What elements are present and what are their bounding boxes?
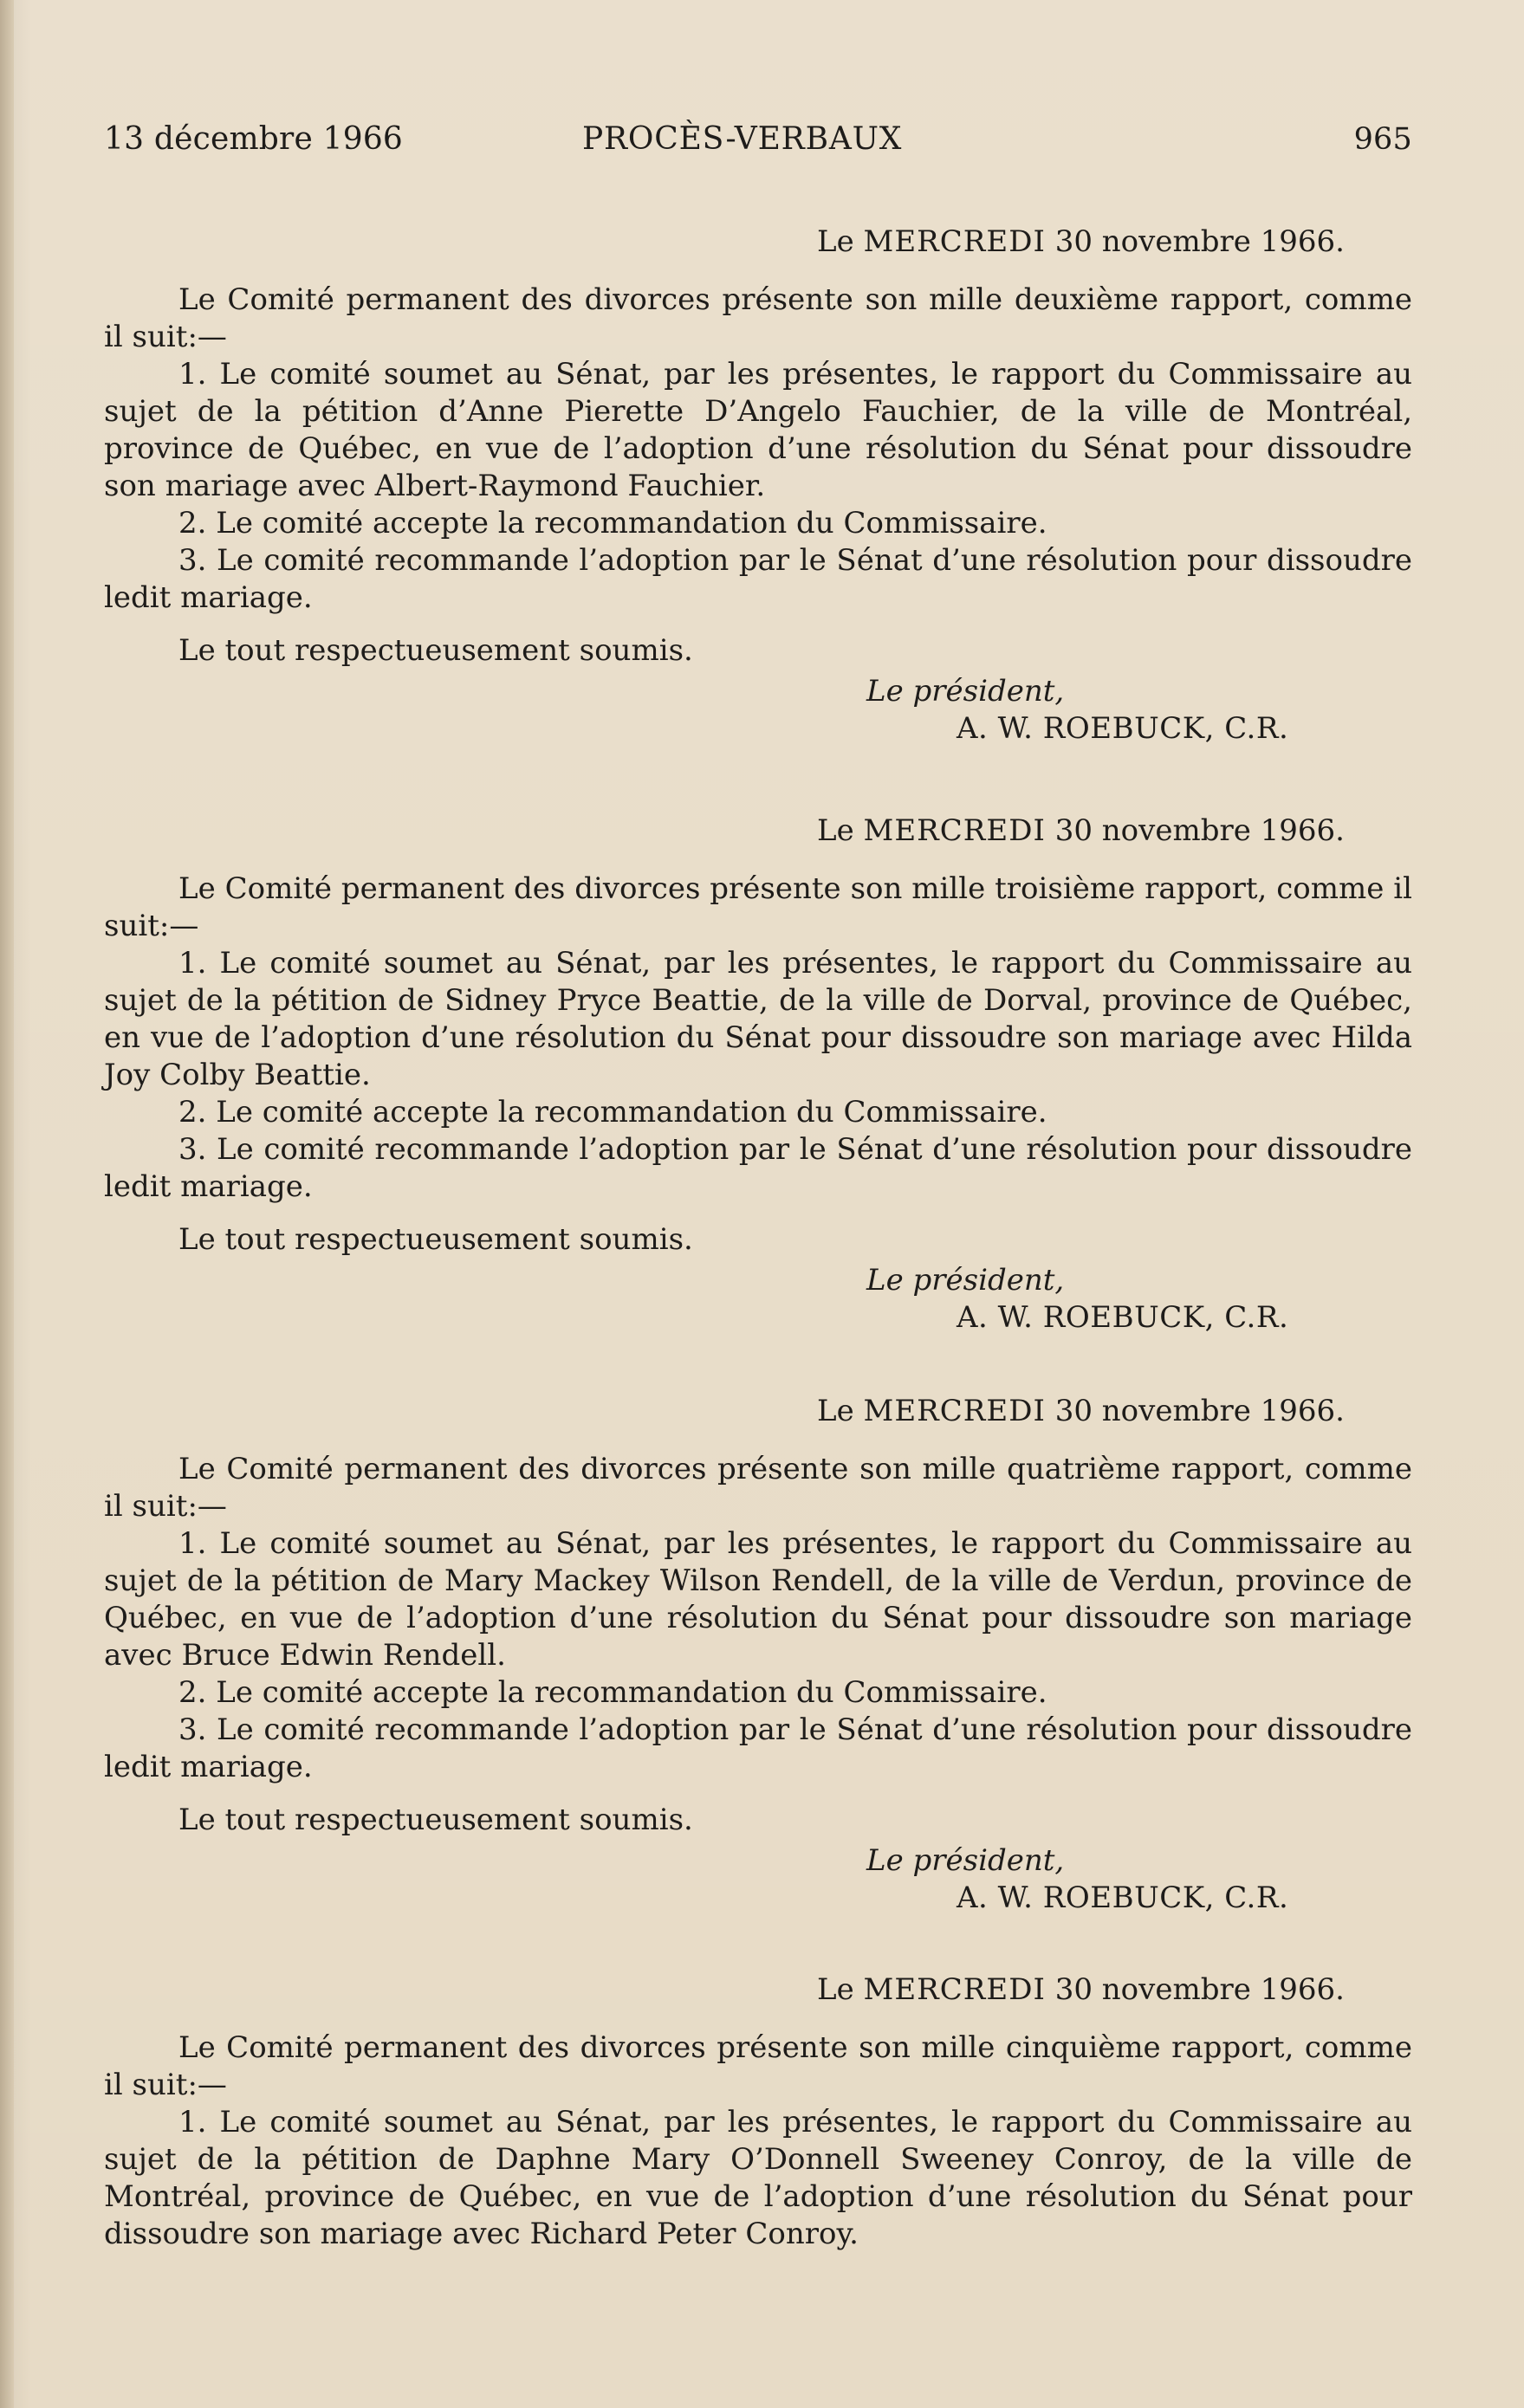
date-prefix: Le bbox=[817, 1394, 854, 1428]
signature-name: A. W. ROEBUCK, C.R. bbox=[957, 711, 1289, 746]
date-prefix: Le bbox=[817, 813, 854, 848]
signature-title: Le président, bbox=[866, 1263, 1065, 1298]
report-date bbox=[104, 223, 1412, 261]
report-item: 3. Le comité recommande l’adoption par le Sénat d’une résolution pour dissoudre ledit mariage. bbox=[104, 1132, 1412, 1204]
date-rest: 30 novembre 1966. bbox=[1054, 224, 1345, 259]
report-1003 bbox=[104, 812, 1412, 1337]
report-item: 1. Le comité soumet au Sénat, par les présentes, le rapport du Commissaire au sujet de la pétition d’Anne Pierette D’Angelo Fauchier, de la ville de Montréal, province de Québec, en vue de l’adoption d’une résolution du Sénat pour dissoudre son mariage avec Albert-Raymond Fauchier. bbox=[104, 357, 1412, 503]
page-header bbox=[104, 118, 1412, 161]
signature-name: A. W. ROEBUCK, C.R. bbox=[957, 1880, 1289, 1915]
header-title: PROCÈS-VERBAUX bbox=[582, 121, 903, 157]
date-rest: 30 novembre 1966. bbox=[1054, 1972, 1345, 2007]
signature-name: A. W. ROEBUCK, C.R. bbox=[957, 1300, 1289, 1335]
report-item: 3. Le comité recommande l’adoption par le Sénat d’une résolution pour dissoudre ledit mariage. bbox=[104, 543, 1412, 615]
signature-title: Le président, bbox=[866, 1843, 1065, 1878]
report-intro: Le Comité permanent des divorces présente son mille cinquième rapport, comme il suit:— bbox=[104, 2030, 1412, 2102]
report-date bbox=[104, 1393, 1412, 1430]
report-item: 1. Le comité soumet au Sénat, par les présentes, le rapport du Commissaire au sujet de la pétition de Mary Mackey Wilson Rendell, de la ville de Verdun, province de Québec, en vue de l’adoption d’une résolution du Sénat pour dissoudre son mariage avec Bruce Edwin Rendell. bbox=[104, 1526, 1412, 1673]
date-prefix: Le bbox=[817, 1972, 854, 2007]
report-item: 3. Le comité recommande l’adoption par le Sénat d’une résolution pour dissoudre ledit mariage. bbox=[104, 1712, 1412, 1784]
page-number: 965 bbox=[1353, 122, 1412, 157]
report-closing: Le tout respectueusement soumis. bbox=[178, 1803, 693, 1837]
signature-title: Le président, bbox=[866, 674, 1065, 709]
date-rest: 30 novembre 1966. bbox=[1054, 1394, 1345, 1428]
report-item: 2. Le comité accepte la recommandation du Commissaire. bbox=[178, 506, 1047, 541]
header-date: 13 décembre 1966 bbox=[104, 121, 404, 157]
report-intro: Le Comité permanent des divorces présente son mille deuxième rapport, comme il suit:— bbox=[104, 282, 1412, 354]
report-1004 bbox=[104, 1393, 1412, 1917]
date-day: MERCREDI bbox=[863, 813, 1046, 848]
report-item: 2. Le comité accepte la recommandation du Commissaire. bbox=[178, 1095, 1047, 1130]
date-prefix: Le bbox=[817, 224, 854, 259]
date-rest: 30 novembre 1966. bbox=[1054, 813, 1345, 848]
report-date bbox=[104, 812, 1412, 850]
date-day: MERCREDI bbox=[863, 1972, 1046, 2007]
report-closing: Le tout respectueusement soumis. bbox=[178, 1222, 693, 1257]
report-item: 2. Le comité accepte la recommandation du Commissaire. bbox=[178, 1675, 1047, 1710]
report-1002 bbox=[104, 223, 1412, 748]
report-item: 1. Le comité soumet au Sénat, par les présentes, le rapport du Commissaire au sujet de la pétition de Sidney Pryce Beattie, de la ville de Dorval, province de Québec, en vue de l’adoption d’une résolution du Sénat pour dissoudre son mariage avec Hilda Joy Colby Beattie. bbox=[104, 946, 1412, 1092]
report-closing: Le tout respectueusement soumis. bbox=[178, 633, 693, 668]
report-intro: Le Comité permanent des divorces présente son mille quatrième rapport, comme il suit:— bbox=[104, 1452, 1412, 1524]
book-spine-shadow bbox=[0, 0, 14, 2408]
date-day: MERCREDI bbox=[863, 1394, 1046, 1428]
report-item: 1. Le comité soumet au Sénat, par les présentes, le rapport du Commissaire au sujet de la pétition de Daphne Mary O’Donnell Sweeney Conroy, de la ville de Montréal, province de Québec, en vue de l’adoption d’une résolution du Sénat pour dissoudre son mariage avec Richard Peter Conroy. bbox=[104, 2105, 1412, 2251]
report-date bbox=[104, 1971, 1412, 2009]
report-intro: Le Comité permanent des divorces présente son mille troisième rapport, comme il suit:— bbox=[104, 871, 1412, 943]
date-day: MERCREDI bbox=[863, 224, 1046, 259]
report-1005 bbox=[104, 1971, 1412, 2253]
